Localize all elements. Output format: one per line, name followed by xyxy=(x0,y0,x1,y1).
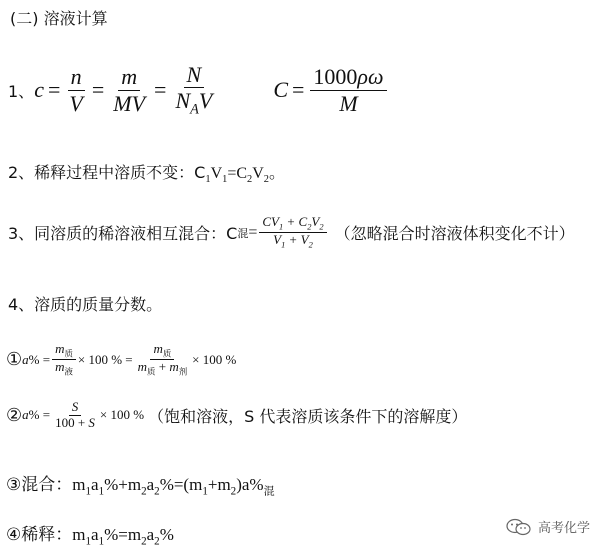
mixing-formula: ③混合：$m_1a_1\%+m_2a_2\%=(m_1+m_2)a\%_混$ xyxy=(6,475,275,498)
fraction-N-over-NAV: $\frac{N}{N_AV}$ xyxy=(175,62,213,118)
fraction-1000-rho-omega-over-M: $\frac{1000\rho\omega}{M}$ xyxy=(310,64,386,116)
dilution-formula: ④稀释：$m_1a_1\%=m_2a_2\%$ xyxy=(6,525,174,547)
mix-fraction: $\frac{CV_1 + C_2V_2}{V_1 + V_2}$ xyxy=(259,215,326,251)
watermark-text: 高考化学 xyxy=(537,521,590,536)
mass-fraction-formula-2: ② a % = $\frac{S}{100 + S}$ × 100 % （饱和溶液，S 代表溶质该条件下的溶解度） xyxy=(6,399,468,430)
fraction-n-over-V: $\frac{n}{V}$ xyxy=(69,64,83,116)
fraction-m-over-MV: $\frac{m}{MV}$ xyxy=(113,64,146,116)
section-title: (二) 溶液计算 xyxy=(10,9,108,28)
wechat-icon xyxy=(506,518,532,536)
formula-3: 3、同溶质的稀溶液相互混合：C 混 = $\frac{CV_1 + C_2V_2}{V_1 + V_2}$ （忽略混合时溶液体积变化不计） xyxy=(8,214,575,250)
watermark xyxy=(506,517,590,536)
mass-fraction-formula-1: ① a % = $\frac{m_质}{m_液}$ × 100 % = $\frac{m_质}{m_质 + m_剂}$ × 100 % xyxy=(6,341,237,377)
formula-1: 1、 c = $\frac{n}{V}$ = $\frac{m}{MV}$ = $\frac{N}{N_AV}$ C = $\frac{1000\rho\omega}{M}$ xyxy=(8,62,389,118)
formula-4-heading: 4、溶质的质量分数。 xyxy=(8,295,163,314)
formula-2: 2、稀释过程中溶质不变：$C_1V_1=C_2V_2$。 xyxy=(8,163,286,186)
